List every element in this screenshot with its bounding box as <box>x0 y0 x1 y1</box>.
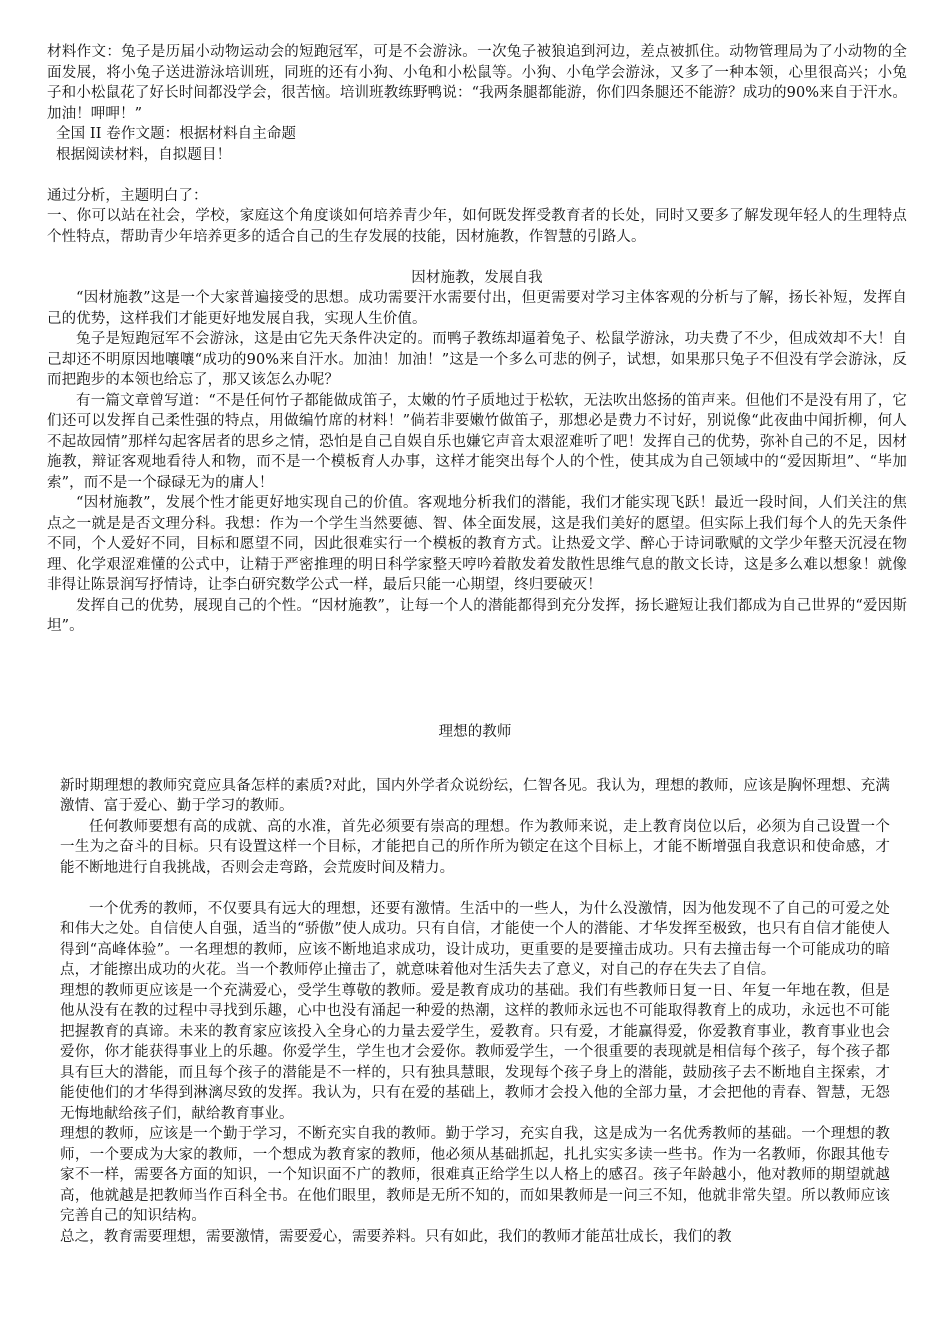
essay-paragraph: 有一篇文章曾写道：“不是任何竹子都能做成笛子，太嫩的竹子质地过于松软，无法吹出悠扬的笛声来。但他们不是没有用了，它们还可以发挥自己柔性强的特点，用做编竹席的材料！”倘若非要嫩竹做笛子，那想必是费力不讨好，别说像“此夜曲中闻折柳，何人不起故园情”那样勾起客居者的思乡之情，恐怕是自己自娱自乐也嫌它声音太艰涩难听了吧！发挥自己的优势，弥补自己的不足，因材施教，辩证客观地看待人和物，而不是一个模板育人办事，这样才能突出每个人的个性，使其成为自己领域中的“爱因斯坦”、“毕加索”，而不是一个碌碌无为的庸人！ <box>47 392 907 491</box>
essay-title: 因材施教，发展自我 <box>411 269 543 286</box>
blank-line <box>47 165 907 186</box>
essay-paragraph: 理想的教师，应该是一个勤于学习，不断充实自我的教师。勤于学习，充实自我，这是成为一名优秀教师的基础。一个理想的教师，一个要成为大家的教师，一个想成为教育家的教师，他必须从基础抓起，扎扎实实多读一些书。作为一名教师，你跟其他专家不一样，需要各方面的知识，一个知识面不广的教师，很难真正给学生以人格上的感召。孩子年龄越小，他对教师的期望就越高，他就越是把教师当作百科全书。在他们眼里，教师是无所不知的，而如果教师是一问三不知，他就非常失望。所以教师应该完善自己的知识结构。 <box>60 1126 890 1224</box>
essay-title: 理想的教师 <box>438 724 512 740</box>
exam-question-line: 全国 II 卷作文题：根据材料自主命题 <box>56 126 297 142</box>
essay-paragraph: 兔子是短跑冠军不会游泳，这是由它先天条件决定的。而鸭子教练却逼着兔子、松鼠学游泳，功夫费了不少，但成效却不大！自己却还不明原因地嚷嚷“成功的90%来自汗水。加油！加油！”这是一个多么可悲的例子，试想，如果那只兔子不但没有学会游泳，反而把跑步的本领也给忘了，那又该怎么办呢？ <box>47 331 907 388</box>
essay-paragraph: 新时期理想的教师究竟应具备怎样的素质?对此，国内外学者众说纷纭，仁智各见。我认为，理想的教师，应该是胸怀理想、充满激情、富于爱心、勤于学习的教师。 <box>60 777 890 814</box>
blank-line <box>47 247 907 268</box>
essay-paragraph: 发挥自己的优势，展现自己的个性。“因材施教”，让每一个人的潜能都得到充分发挥，扬长避短让我们都成为自己世界的“爱因斯坦”。 <box>47 597 907 634</box>
essay-paragraph: 任何教师要想有高的成就、高的水准，首先必须要有崇高的理想。作为教师来说，走上教育岗位以后，必须为自己设置一个一生为之奋斗的目标。只有设置这样一个目标，才能把自己的所作所为锁定在这个目标上，才能不断增强自我意识和使命感，才能不断地进行自我挑战，否则会走弯路，会荒废时间及精力。 <box>60 818 890 876</box>
material-prompt: 材料作文：兔子是历届小动物运动会的短跑冠军，可是不会游泳。一次兔子被狼追到河边，差点被抓住。动物管理局为了小动物的全面发展，将小兔子送进游泳培训班，同班的还有小狗、小龟和小松鼠等。小狗、小龟学会游泳，又多了一种本领，心里很高兴；小兔子和小松鼠花了好长时间都没学会，很苦恼。培训班教练野鸭说：“我两条腿都能游，你们四条腿还不能游？成功的90%来自于汗水。加油！呷呷！” <box>47 44 907 122</box>
essay-paragraph: 理想的教师更应该是一个充满爱心，受学生尊敬的教师。爱是教育成功的基础。我们有些教师日复一日、年复一年地在教，但是他从没有在教的过程中寻找到乐趣，心中也没有涌起一种爱的热潮，这样的教师永远也不可能取得教育上的成功，永远也不可能把握教育的真谛。未来的教育家应该投入全身心的力量去爱学生，爱教育。只有爱，才能赢得爱，你爱教育事业，教育事业也会爱你，你才能获得事业上的乐趣。你爱学生，学生也才会爱你。教师爱学生，一个很重要的表现就是相信每个孩子，每个孩子都具有巨大的潜能，而且每个孩子的潜能是不一样的，只有独具慧眼，发现每个孩子身上的潜能，鼓励孩子去不断地自主探索，才能使他们的才华得到淋漓尽致的发挥。我认为，只有在爱的基础上，教师才会投入他的全部力量，才会把他的青春、智慧，无怨无悔地献给孩子们，献给教育事业。 <box>60 982 890 1122</box>
essay-paragraph: 总之，教育需要理想，需要激情，需要爱心，需要养料。只有如此，我们的教师才能茁壮成长，我们的教 <box>60 1228 732 1245</box>
analysis-point: 一、你可以站在社会，学校，家庭这个角度谈如何培养青少年，如何既发挥受教育者的长处，同时又要多了解发现年轻人的生理特点个性特点，帮助青少年培养更多的适合自己的生存发展的技能，因材施教，作智慧的引路人。 <box>47 208 907 245</box>
blank-line <box>60 878 890 899</box>
essay-section-1 <box>47 42 907 637</box>
essay-paragraph: 一个优秀的教师，不仅要具有远大的理想，还要有激情。生活中的一些人，为什么没激情，因为他发现不了自己的可爱之处和伟大之处。自信使人自强，适当的“骄傲”使人成功。只有自信，才能使一个人的潜能、才华发挥至极致，也只有自信才能使人得到“高峰体验”。一名理想的教师，应该不断地追求成功，设计成功，更重要的是要撞击成功。只有去撞击每一个可能成功的暗点，才能擦出成功的火花。当一个教师停止撞击了，就意味着他对生活失去了意义，对自己的存在失去了自信。 <box>60 900 890 978</box>
instruction-line: 根据阅读材料，自拟题目！ <box>56 146 232 163</box>
essay-paragraph: “因材施教”这是一个大家普遍接受的思想。成功需要汗水需要付出，但更需要对学习主体客观的分析与了解，扬长补短，发挥自己的优势，这样我们才能更好地发展自我，实现人生价值。 <box>47 290 907 327</box>
analysis-intro: 通过分析，主题明白了： <box>47 187 208 204</box>
essay-section-2 <box>60 722 890 1247</box>
essay-paragraph: “因材施教”，发展个性才能更好地实现自己的价值。客观地分析我们的潜能，我们才能实现飞跃！最近一段时间，人们关注的焦点之一就是是否文理分科。我想：作为一个学生当然要德、智、体全面发展，这是我们美好的愿望。但实际上我们每个人的先天条件不同，个人爱好不同，目标和愿望不同，因此很难实行一个模板的教育方式。让热爱文学、醉心于诗词歌赋的文学少年整天沉浸在物理、化学艰涩难懂的公式中，让精于严密推理的明日科学家整天哼吟着散发着发散性思维气息的散文长诗，这是多么难以想象！就像非得让陈景润写抒情诗，让李白研究数学公式一样，最后只能一心期望，终归要破灭！ <box>47 495 907 593</box>
